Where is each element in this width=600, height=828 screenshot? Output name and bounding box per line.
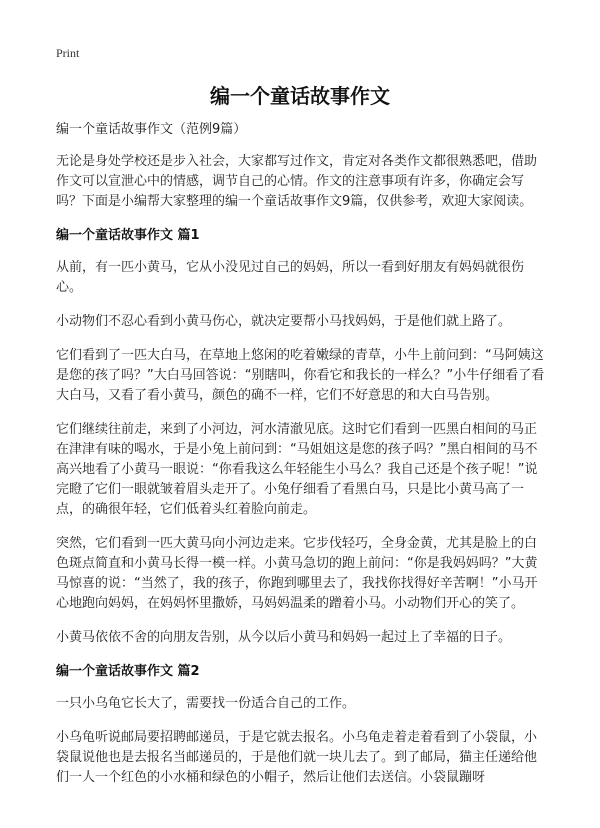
section-1 [56, 226, 548, 648]
section-2 [56, 662, 548, 788]
story-paragraph: 小黄马依依不舍的向朋友告别，从今以后小黄马和妈妈一起过上了幸福的日子。 [56, 630, 512, 645]
print-label[interactable]: Print [56, 46, 80, 60]
story-paragraph: 从前，有一匹小黄马，它从小没见过自己的妈妈，所以一看到好朋友有妈妈就很伤心。 [56, 260, 525, 295]
section-heading: 编一个童话故事作文 篇2 [56, 664, 200, 679]
section-heading: 编一个童话故事作文 篇1 [56, 228, 200, 243]
story-paragraph: 它们看到了一匹大白马，在草地上悠闲的吃着嫩绿的青草，小牛上前问到：“马阿姨这是您的孩了吗？”大白马回答说：“别瞎叫，你看它和我长的一样么？”小牛仔细看了看大白马，又看了看小黄马，颜色的确不一样，它们不好意思的和大白马告别。 [56, 348, 545, 403]
story-paragraph: 它们继续往前走，来到了小河边，河水清澈见底。这时它们看到一匹黑白相间的马正在津津有味的喝水，于是小兔上前问到：“马姐姐这是您的孩子吗？”黑白相间的马不高兴地看了小黄马一眼说：“你看我这么年轻能生小马么？我自己还是个孩子呢！”说完瞪了它们一眼就皱着眉头走开了。小兔仔细看了看黑白马，只是比小黄马高了一点，的确很年轻，它们低着头红着脸向前走。 [56, 422, 538, 517]
document-title: 编一个童话故事作文 [210, 84, 390, 108]
story-paragraph: 小动物们不忍心看到小黄马伤心，就决定要帮小马找妈妈，于是他们就上路了。 [56, 314, 512, 329]
document-body [56, 120, 548, 802]
story-paragraph: 突然，它们看到一匹大黄马向小河边走来。它步伐轻巧，全身金黄，尤其是脸上的白色斑点简直和小黄马长得一模一样。小黄马急切的跑上前问：“你是我妈妈吗？”大黄马惊喜的说：“当然了，我的孩子，你跑到哪里去了，我找你找得好辛苦啊！”小马开心地跑向妈妈，在妈妈怀里撒娇，马妈妈温柔的蹭着小马。小动物们开心的笑了。 [56, 536, 538, 611]
story-paragraph: 一只小乌龟它长大了，需要找一份适合自己的工作。 [56, 696, 356, 711]
document-subtitle: 编一个童话故事作文（范例9篇） [56, 122, 247, 137]
intro-paragraph: 无论是身处学校还是步入社会，大家都写过作文，肯定对各类作文都很熟悉吧，借助作文可以宣泄心中的情感，调节自己的心情。作文的注意事项有许多，你确定会写吗？下面是小编帮大家整理的编一个童话故事作文9篇，仅供参考，欢迎大家阅读。 [56, 154, 538, 209]
story-paragraph: 小乌龟听说邮局要招聘邮递员，于是它就去报名。小乌龟走着走着看到了小袋鼠，小袋鼠说他也是去报名当邮递员的，于是他们就一块儿去了。到了邮局，猫主任递给他们一人一个红色的小水桶和绿色的小帽子，然后让他们去送信。小袋鼠蹦呀 [56, 730, 538, 785]
